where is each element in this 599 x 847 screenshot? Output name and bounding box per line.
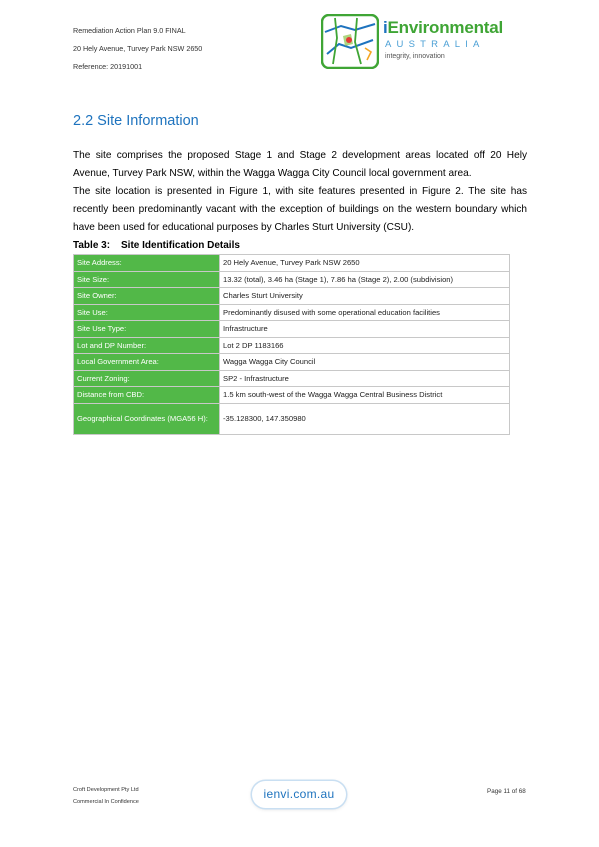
row-value: Infrastructure — [220, 321, 510, 338]
row-label: Current Zoning: — [74, 370, 220, 387]
footer-website-link[interactable]: ienvi.com.au — [252, 781, 346, 808]
table-row — [74, 387, 510, 404]
logo-tagline: integrity, innovation — [385, 53, 445, 60]
table-row — [74, 304, 510, 321]
row-value: SP2 - Infrastructure — [220, 370, 510, 387]
section-heading: 2.2 Site Information — [73, 113, 199, 129]
table-row — [74, 255, 510, 272]
footer-page-number: Page 11 of 68 — [487, 788, 526, 795]
row-label: Site Address: — [74, 255, 220, 272]
row-label: Distance from CBD: — [74, 387, 220, 404]
table-row — [74, 337, 510, 354]
header-title: Remediation Action Plan 9.0 FINAL — [73, 26, 186, 35]
site-identification-table — [73, 254, 510, 435]
row-value: Lot 2 DP 1183166 — [220, 337, 510, 354]
document-header — [73, 26, 202, 80]
row-label: Geographical Coordinates (MGA56 H): — [74, 403, 220, 434]
row-label: Site Size: — [74, 271, 220, 288]
paragraph-site-location: The site location is presented in Figure 1, with site features presented in Figure 2. The site has recently been predominantly vacant with the exception of buildings on the western boundary which have been used for educational purposes by Charles Sturt University (CSU). — [73, 186, 527, 233]
row-value: Predominantly disused with some operational education facilities — [220, 304, 510, 321]
header-address: 20 Hely Avenue, Turvey Park NSW 2650 — [73, 44, 203, 53]
logo-wordmark: iEnvironmental — [383, 18, 504, 37]
row-value: 1.5 km south-west of the Wagga Wagga Central Business District — [220, 387, 510, 404]
table-row — [74, 403, 510, 434]
paragraph-site-comprises: The site comprises the proposed Stage 1 and Stage 2 development areas located off 20 Hely Avenue, Turvey Park NSW, within the Wagga Wagga City Council local government area. — [73, 150, 527, 179]
logo-map-icon — [321, 14, 379, 69]
footer-company: Croft Development Pty Ltd — [73, 787, 139, 793]
row-value: Charles Sturt University — [220, 288, 510, 305]
table-row — [74, 321, 510, 338]
row-label: Lot and DP Number: — [74, 337, 220, 354]
header-reference: Reference: 20191001 — [73, 62, 143, 71]
row-value: 13.32 (total), 3.46 ha (Stage 1), 7.86 ha (Stage 2), 2.00 (subdivision) — [220, 271, 510, 288]
footer-left — [73, 784, 139, 808]
row-label: Local Government Area: — [74, 354, 220, 371]
table-row — [74, 288, 510, 305]
row-value: Wagga Wagga City Council — [220, 354, 510, 371]
table-row — [74, 354, 510, 371]
row-label: Site Use: — [74, 304, 220, 321]
table-row — [74, 370, 510, 387]
row-label: Site Owner: — [74, 288, 220, 305]
row-label: Site Use Type: — [74, 321, 220, 338]
footer-confidentiality: Commercial In Confidence — [73, 799, 139, 805]
row-value: -35.128300, 147.350980 — [220, 403, 510, 434]
table-row — [74, 271, 510, 288]
table-caption: Table 3: Site Identification Details — [73, 240, 240, 251]
logo-subtitle: AUSTRALIA — [385, 39, 485, 50]
company-logo — [321, 14, 526, 69]
row-value: 20 Hely Avenue, Turvey Park NSW 2650 — [220, 255, 510, 272]
